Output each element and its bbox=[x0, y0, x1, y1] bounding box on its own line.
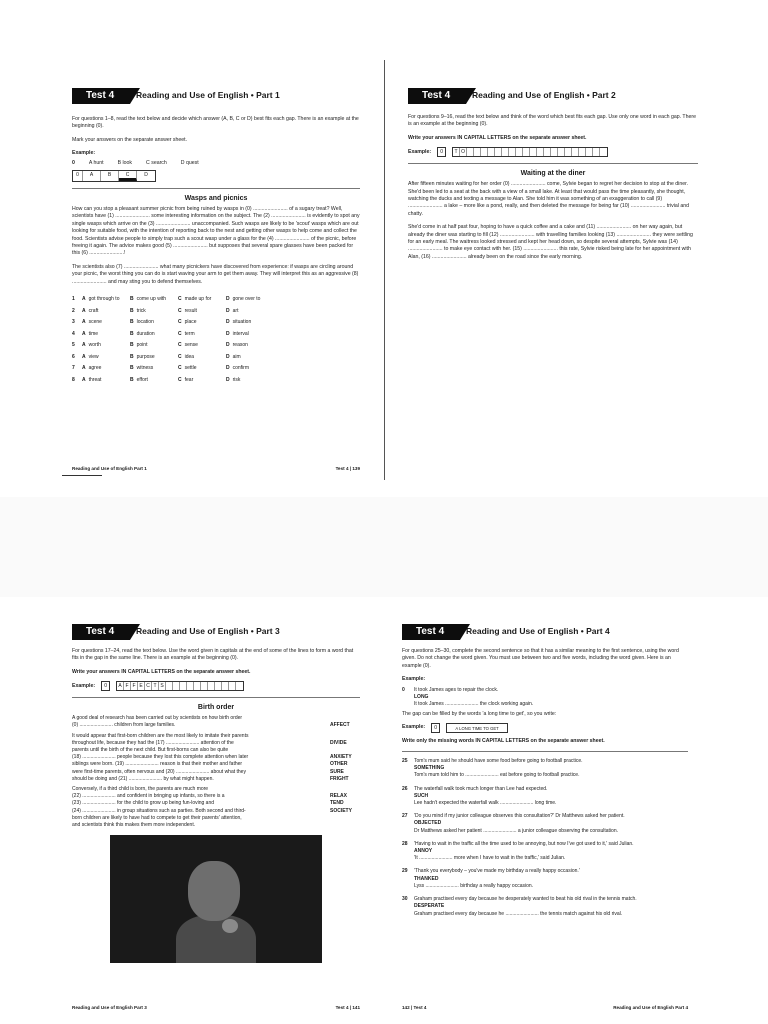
option-text: interval bbox=[232, 330, 249, 337]
grid-cell: B bbox=[101, 171, 119, 181]
grid-cell bbox=[586, 148, 593, 156]
text-title: Birth order bbox=[197, 704, 235, 712]
test-badge: Test 4 bbox=[72, 624, 130, 640]
page-part-3 bbox=[62, 606, 370, 1024]
option-text: risk bbox=[232, 376, 241, 383]
grid-cell bbox=[208, 682, 215, 690]
instructions: For questions 9–16, read the text below and think of the word which best fits each gap. Use only one word in each gap. There is an example at the beginning (0). bbox=[408, 114, 696, 128]
option-text: threat bbox=[88, 376, 102, 383]
question-number: 1 bbox=[72, 296, 75, 303]
grid-cell bbox=[502, 148, 509, 156]
questions-list bbox=[392, 758, 698, 918]
grid-cell bbox=[579, 148, 586, 156]
line-text: parents until the birth of the next child. But first-borns can also be quite bbox=[72, 747, 229, 754]
grid-cell bbox=[229, 682, 236, 690]
page-part-2 bbox=[398, 70, 708, 485]
option-text: worth bbox=[88, 342, 101, 349]
line-text: (24) ........................ in group situations such as parties. Both second and third- bbox=[72, 807, 246, 814]
page-footer bbox=[72, 1005, 360, 1010]
key-word: OBJECTED bbox=[414, 820, 442, 827]
example-num: 0 bbox=[434, 724, 437, 731]
grid-cell bbox=[481, 148, 488, 156]
option-b: B witness bbox=[130, 365, 154, 372]
option-row bbox=[72, 363, 360, 375]
grid-cell bbox=[600, 148, 607, 156]
grid-cell bbox=[187, 682, 194, 690]
option-b: B duration bbox=[130, 330, 155, 337]
key-word: SOMETHING bbox=[414, 765, 445, 772]
grid-cell bbox=[495, 148, 502, 156]
page-part-4 bbox=[392, 606, 698, 1024]
grid-cell bbox=[593, 148, 600, 156]
stem-word bbox=[324, 715, 360, 722]
grid-cell bbox=[488, 148, 495, 156]
question-number: 27 bbox=[402, 813, 408, 820]
part-header bbox=[62, 88, 370, 104]
example-label: Example: bbox=[402, 676, 426, 683]
passage-para-2: She'd come in at half past four, hoping to have a quick coffee and a cake and (11) ........................ on her way again, but already the diner was starting to fill (12) ........................ with travelling families looking (13) ........................ they were settling for an early meal. The waitress looked stressed and kept her head down, so despite several attempts, Sylvie was (14) ........................ to make eye contact with her. (15) ........................ this rate, Sylvie risked being late for her appointment with Alan, (16) ........................ already been on the road since the early morning. bbox=[408, 224, 693, 260]
first-sentence: Graham practised every day because he desperately wanted to beat his old rival in the tennis match. bbox=[414, 896, 637, 903]
grid-cell bbox=[544, 148, 551, 156]
part-title: Reading and Use of English • Part 2 bbox=[472, 90, 616, 100]
stem-word: SOCIETY bbox=[330, 807, 352, 814]
passage-line bbox=[72, 754, 360, 761]
answer-line: Lee hadn't expected the waterfall walk ........................ long time. bbox=[414, 800, 557, 807]
page-footer bbox=[72, 466, 360, 471]
instructions: For questions 17–24, read the text below. Use the word given in capitals at the end of some of the lines to form a word that fits in the gap in the same line. There is an example at the beginning (0). bbox=[72, 648, 354, 662]
grid-cell bbox=[551, 148, 558, 156]
part-title: Reading and Use of English • Part 4 bbox=[466, 626, 610, 636]
question-number: 25 bbox=[402, 758, 408, 765]
answer-line: 'It ........................ more when I have to wait in the traffic,' said Julian. bbox=[414, 855, 566, 862]
option-text: reason bbox=[232, 342, 248, 349]
option-c: C idea bbox=[178, 353, 195, 360]
grid-cell: E bbox=[138, 682, 145, 690]
option-c: C place bbox=[178, 319, 197, 326]
grid-cell bbox=[509, 148, 516, 156]
option-text: duration bbox=[136, 330, 155, 337]
key-word: ANNOY bbox=[414, 848, 433, 855]
option-text: result bbox=[184, 307, 197, 314]
example-label-2: Example: bbox=[402, 723, 426, 730]
option-text: art bbox=[232, 307, 239, 314]
option-text: term bbox=[184, 330, 195, 337]
stem-word: DIVIDE bbox=[330, 739, 347, 746]
passage-line bbox=[72, 776, 360, 783]
option-row bbox=[72, 317, 360, 329]
grid-cell bbox=[516, 148, 523, 156]
grid-cell: 0 bbox=[73, 171, 83, 181]
passage-rows bbox=[62, 715, 370, 829]
line-text: (18) ........................ people because they lost this complete attention when later bbox=[72, 754, 249, 761]
write-note: Write only the missing words IN CAPITAL LETTERS on the separate answer sheet. bbox=[402, 737, 605, 744]
part-title: Reading and Use of English • Part 1 bbox=[136, 90, 280, 100]
line-text: Conversely, if a third child is born, the parents are much more bbox=[72, 786, 209, 793]
grid-cell bbox=[565, 148, 572, 156]
example-num: 0 bbox=[402, 686, 405, 693]
answer-line: Tom's mum told him to ........................ eat before going to football practice. bbox=[414, 772, 580, 779]
option-c: C term bbox=[178, 330, 195, 337]
option-b: B come up with bbox=[130, 296, 167, 303]
footer-right: Test 4 | 139 bbox=[335, 466, 360, 471]
test-badge: Test 4 bbox=[72, 88, 130, 104]
stem-word bbox=[324, 786, 360, 793]
first-sentence: 'Thank you everybody – you've made my birthday a really happy occasion.' bbox=[414, 868, 580, 875]
text-title: Waiting at the diner bbox=[520, 170, 586, 178]
part-header bbox=[392, 624, 698, 640]
option-row bbox=[72, 340, 360, 352]
part-header bbox=[62, 624, 370, 640]
example-answer-box bbox=[437, 147, 446, 157]
transformation-item bbox=[402, 813, 688, 835]
grid-cell bbox=[194, 682, 201, 690]
option-d: D confirm bbox=[226, 365, 250, 372]
option-a: A craft bbox=[82, 307, 99, 314]
example-sentence: It took James ages to repair the clock. bbox=[414, 686, 499, 693]
line-text: throughout life, because they had the (17) ........................ attention of the bbox=[72, 739, 234, 746]
passage-line bbox=[72, 761, 360, 768]
example-answer-line: It took James ........................ the clock working again. bbox=[414, 701, 534, 708]
stem-word: TEND bbox=[330, 800, 344, 807]
option-text: location bbox=[136, 319, 154, 326]
baby-photo bbox=[110, 835, 322, 963]
part-title: Reading and Use of English • Part 3 bbox=[136, 626, 280, 636]
passage-line bbox=[72, 715, 360, 722]
question-number: 26 bbox=[402, 785, 408, 792]
grid-cell: C bbox=[119, 171, 137, 181]
example-num: 0 bbox=[72, 159, 75, 166]
answer-line: Lyss ........................ birthday a really happy occasion. bbox=[414, 882, 534, 889]
grid-cell bbox=[236, 682, 243, 690]
option-b: B point bbox=[130, 342, 148, 349]
passage-para-1: After fifteen minutes waiting for her order (0) ........................ come, Sylvie began to regret her decision to stop at the diner. She'd been led to a seat at the back with a view of a small lake. At least that would pass the time pleasantly, she thought, watching the ducks and texting a message to Alan. She told him it was something of an exaggeration to call (9) ........................ a lake – more like a pond, really, and then deleted the message for being far (10) ........................ trivial and chatty. bbox=[408, 181, 690, 217]
page-footer bbox=[402, 1005, 688, 1010]
key-word: DESPERATE bbox=[414, 903, 445, 910]
grid-cell: A bbox=[83, 171, 101, 181]
option-text: view bbox=[88, 353, 99, 360]
question-number: 8 bbox=[72, 376, 75, 383]
option-text: settle bbox=[184, 365, 197, 372]
example-opt-b: B look bbox=[117, 159, 133, 166]
passage-para-2: The scientists also (7) ........................ what many picnickers have discovered from experience: if wasps are circling around your picnic, the worst thing you can do is start waving your arm to get them away. They will interpret this as an aggressive (8) ........................ and may sting you to defend themselves. bbox=[72, 263, 359, 285]
option-row bbox=[72, 375, 360, 387]
option-a: A got through to bbox=[82, 296, 120, 303]
answer-line: Graham practised every day because he ........................ the tennis match against his old rival. bbox=[414, 910, 623, 917]
grid-cell bbox=[222, 682, 229, 690]
passage-line bbox=[72, 822, 360, 829]
question-number: 3 bbox=[72, 319, 75, 326]
stem-word: AFFECT bbox=[330, 722, 350, 729]
option-row bbox=[72, 306, 360, 318]
key-word: SUCH bbox=[414, 792, 429, 799]
line-text: born children are likely to have had to compete to get their parents' attention, bbox=[72, 814, 242, 821]
option-text: aim bbox=[232, 353, 241, 360]
option-a: A agree bbox=[82, 365, 102, 372]
write-note: Write your answers IN CAPITAL LETTERS on the separate answer sheet. bbox=[408, 134, 587, 141]
question-number: 30 bbox=[402, 896, 408, 903]
passage-line bbox=[72, 769, 360, 776]
line-text: (22) ........................ and confident in bringing up infants, so there is a bbox=[72, 793, 225, 800]
option-text: come up with bbox=[136, 296, 167, 303]
option-d: D reason bbox=[226, 342, 248, 349]
grid-cell bbox=[572, 148, 579, 156]
text-title: Wasps and picnics bbox=[184, 195, 248, 203]
option-c: C sense bbox=[178, 342, 198, 349]
first-sentence: 'Do you mind if my junior colleague observes this consultation?' Dr Matthews asked her patient. bbox=[414, 813, 625, 820]
grid-cell bbox=[215, 682, 222, 690]
mark-note: Mark your answers on the separate answer sheet. bbox=[72, 136, 188, 143]
stem-word bbox=[324, 822, 360, 829]
grid-cell: T bbox=[453, 148, 460, 156]
grid-cell: S bbox=[159, 682, 166, 690]
example-letter-grid bbox=[116, 681, 244, 691]
key-word: THANKED bbox=[414, 875, 439, 882]
question-number: 28 bbox=[402, 840, 408, 847]
footer-left: Reading and Use of English Part 1 bbox=[72, 466, 147, 471]
grid-cell: F bbox=[131, 682, 138, 690]
question-number: 7 bbox=[72, 365, 75, 372]
passage-para-1: How can you stop a pleasant summer picnic from being ruined by wasps in (0) ........................ of a sugary treat? Well, scientists have (1) ........................ some interesting information on the subject. The (2) ........................ is evidently to spot any single wasps which arrive on the (3) ........................ unaccompanied. Such wasps are likely to be 'scout' wasps which are out looking for suitable food, with the intention of reporting back to the nest and getting other wasps to help come and collect the food. Scientists advise people to simply trap such a scout wasp under a glass for the (4) ........................ of the picnic, before freeing it again. The advice makes good (5) ........................ but supposes that several spare glasses have been packed for this (6) ........................! bbox=[72, 206, 360, 257]
passage-line bbox=[72, 786, 360, 793]
example-answer-text-box bbox=[446, 723, 508, 733]
example-answer-text: A LONG TIME TO GET bbox=[455, 725, 499, 731]
line-text: should be doing and (21) ........................ by what might happen. bbox=[72, 775, 214, 782]
option-b: B effort bbox=[130, 376, 148, 383]
first-sentence: Tom's mum said he should have some food before going to football practice. bbox=[414, 758, 583, 765]
option-d: D aim bbox=[226, 353, 241, 360]
question-number: 6 bbox=[72, 353, 75, 360]
grid-cell: T bbox=[152, 682, 159, 690]
option-text: got through to bbox=[88, 296, 120, 303]
option-d: D gone over to bbox=[226, 296, 261, 303]
question-number: 5 bbox=[72, 342, 75, 349]
grid-cell: O bbox=[460, 148, 467, 156]
option-text: made up for bbox=[184, 296, 212, 303]
option-c: C settle bbox=[178, 365, 197, 372]
question-number: 4 bbox=[72, 330, 75, 337]
option-d: D risk bbox=[226, 376, 241, 383]
line-text: and scientists think this makes them more independent. bbox=[72, 822, 196, 829]
transformation-item bbox=[402, 758, 688, 780]
footer-right: Test 4 | 141 bbox=[335, 1005, 360, 1010]
test-badge: Test 4 bbox=[408, 88, 466, 104]
example-opt-a: A hunt bbox=[88, 159, 104, 166]
option-text: time bbox=[88, 330, 99, 337]
option-a: A time bbox=[82, 330, 99, 337]
option-text: witness bbox=[136, 365, 154, 372]
line-text: were first-time parents, often nervous and (20) ........................ about what they bbox=[72, 768, 246, 775]
stem-word: OTHER bbox=[330, 761, 348, 768]
page-part-1 bbox=[62, 70, 370, 485]
question-number: 2 bbox=[72, 307, 75, 314]
first-sentence: The waterfall walk took much longer than Lee had expected. bbox=[414, 785, 548, 792]
option-text: effort bbox=[136, 376, 148, 383]
option-text: trick bbox=[136, 307, 146, 314]
option-text: scene bbox=[88, 319, 102, 326]
passage-line bbox=[72, 815, 360, 822]
option-d: D situation bbox=[226, 319, 252, 326]
example-num: 0 bbox=[440, 149, 443, 156]
grid-cell bbox=[558, 148, 565, 156]
option-a: A view bbox=[82, 353, 99, 360]
grid-cell: C bbox=[145, 682, 152, 690]
answer-line: Dr Matthews asked her patient ........................ a junior colleague observing the consultation. bbox=[414, 827, 618, 834]
example-label: Example: bbox=[72, 150, 96, 157]
option-text: craft bbox=[88, 307, 99, 314]
line-text: siblings were born. (19) ........................ reason is that their mother and father bbox=[72, 761, 243, 768]
option-row bbox=[72, 352, 360, 364]
option-c: C made up for bbox=[178, 296, 212, 303]
example-label: Example: bbox=[72, 682, 96, 689]
option-text: fear bbox=[184, 376, 194, 383]
stem-word: ANXIETY bbox=[330, 754, 352, 761]
example-options bbox=[72, 160, 360, 167]
stem-word bbox=[324, 733, 360, 740]
option-text: sense bbox=[184, 342, 198, 349]
passage-line bbox=[72, 747, 360, 754]
grid-cell bbox=[474, 148, 481, 156]
example-keyword: LONG bbox=[414, 693, 429, 700]
question-number: 29 bbox=[402, 868, 408, 875]
line-text: A good deal of research has been carried out by scientists on how birth order bbox=[72, 715, 243, 722]
page-divider bbox=[384, 60, 385, 480]
option-text: situation bbox=[232, 319, 252, 326]
stem-word: RELAX bbox=[330, 793, 347, 800]
grid-cell: F bbox=[124, 682, 131, 690]
passage-line bbox=[72, 800, 360, 807]
transformation-item bbox=[402, 868, 688, 890]
option-text: gone over to bbox=[232, 296, 261, 303]
stem-word: FRIGHT bbox=[330, 775, 349, 782]
grid-cell bbox=[173, 682, 180, 690]
grid-cell: D bbox=[144, 172, 148, 179]
footer-right: Reading and Use of English Part 4 bbox=[613, 1005, 688, 1010]
example-answer-box bbox=[431, 723, 440, 733]
grid-cell bbox=[201, 682, 208, 690]
example-num: 0 bbox=[104, 683, 107, 690]
gap-note: The gap can be filled by the words 'a long time to get', so you write: bbox=[402, 711, 557, 718]
passage-line bbox=[72, 793, 360, 800]
first-sentence: 'Having to wait in the traffic all the time used to be annoying, but now I've got used to it,' said Julian. bbox=[414, 840, 634, 847]
option-b: B location bbox=[130, 319, 154, 326]
transformation-item bbox=[402, 841, 688, 863]
option-text: place bbox=[184, 319, 197, 326]
footer-left: 142 | Test 4 bbox=[402, 1005, 427, 1010]
option-d: D interval bbox=[226, 330, 249, 337]
example-letter-grid bbox=[452, 147, 608, 157]
option-a: A worth bbox=[82, 342, 101, 349]
passage-line bbox=[72, 733, 360, 740]
stem-word: SURE bbox=[330, 768, 344, 775]
grid-cell: A bbox=[117, 682, 124, 690]
line-text: (23) ........................ for the child to grow up being fun-loving and bbox=[72, 800, 215, 807]
option-text: idea bbox=[184, 353, 195, 360]
example-answer-box bbox=[101, 681, 110, 691]
option-a: A threat bbox=[82, 376, 102, 383]
option-text: agree bbox=[88, 365, 102, 372]
grid-cell bbox=[523, 148, 530, 156]
grid-cell bbox=[180, 682, 187, 690]
instructions: For questions 1–8, read the text below and decide which answer (A, B, C or D) best fits each gap. There is an example at the beginning (0). bbox=[72, 116, 359, 130]
stem-word bbox=[324, 815, 360, 822]
line-text: It would appear that first-born children are the most likely to imitate their parents bbox=[72, 732, 249, 739]
option-text: purpose bbox=[136, 353, 155, 360]
footer-left: Reading and Use of English Part 3 bbox=[72, 1005, 147, 1010]
scan-gap bbox=[0, 497, 768, 597]
passage-line bbox=[72, 740, 360, 747]
example-opt-d: D quest bbox=[180, 159, 199, 166]
grid-cell bbox=[537, 148, 544, 156]
line-text: (0) ........................ children from large families. bbox=[72, 722, 176, 729]
instructions: For questions 25–30, complete the second sentence so that it has a similar meaning to the first sentence, using the word given. Do not change the word given. You must use between two and five words, including the word given. Here is an example (0). bbox=[402, 648, 679, 669]
transformation-item bbox=[402, 896, 688, 918]
option-row bbox=[72, 294, 360, 306]
option-b: B purpose bbox=[130, 353, 155, 360]
option-text: point bbox=[136, 342, 148, 349]
example-label: Example: bbox=[408, 148, 432, 155]
example-opt-c: C search bbox=[146, 159, 167, 166]
options-table bbox=[72, 294, 360, 386]
write-note: Write your answers IN CAPITAL LETTERS on the separate answer sheet. bbox=[72, 668, 251, 675]
option-a: A scene bbox=[82, 319, 102, 326]
grid-cell bbox=[166, 682, 173, 690]
option-c: C fear bbox=[178, 376, 194, 383]
option-text: confirm bbox=[232, 365, 250, 372]
passage-line bbox=[72, 722, 360, 729]
example-answer-grid bbox=[72, 170, 156, 182]
grid-cell bbox=[467, 148, 474, 156]
test-badge: Test 4 bbox=[402, 624, 460, 640]
passage-line bbox=[72, 808, 360, 815]
option-b: B trick bbox=[130, 307, 146, 314]
option-d: D art bbox=[226, 307, 239, 314]
transformation-item bbox=[402, 786, 688, 808]
option-c: C result bbox=[178, 307, 197, 314]
part-header bbox=[398, 88, 708, 104]
stem-word bbox=[324, 747, 360, 754]
option-row bbox=[72, 329, 360, 341]
grid-cell bbox=[530, 148, 537, 156]
